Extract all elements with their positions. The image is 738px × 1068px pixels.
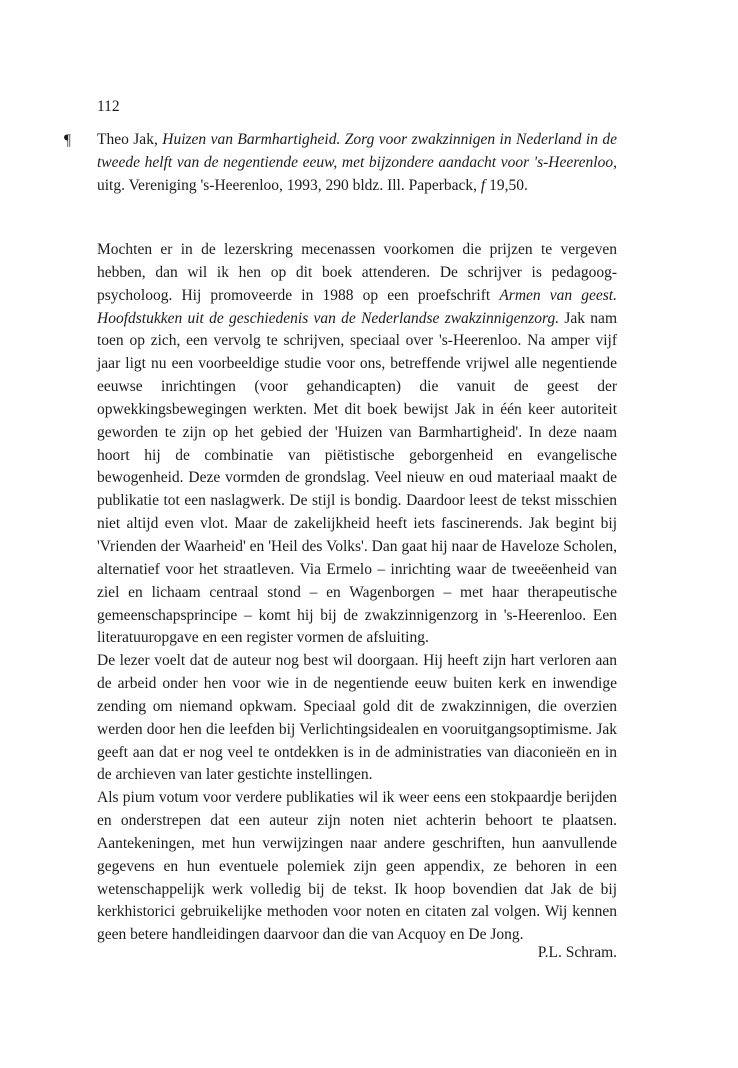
page-number: 112 xyxy=(97,98,120,115)
price-value: 19,50. xyxy=(489,177,528,194)
review-paragraph-1 xyxy=(97,239,617,650)
review-body xyxy=(97,239,617,947)
dissertation-title: Armen van geest. Hoofdstukken uit de geschiedenis van de Nederlandse zwakzinnigenzorg. xyxy=(97,286,617,327)
publication-details: , uitg. Vereniging 's-Heerenloo, 1993, 290 bldz. Ill. Paperback, xyxy=(97,154,617,194)
review-continuation: Jak nam toen op zich, een vervolg te schrijven, speciaal over 's-Heerenloo. Na amper vijf jaar ligt nu een voorbeeldige studie voor ons, betreffende vrijwel alle negentiende eeuwse inrichtingen (voor gehandicapten) die vanuit de geest der opwekkingsbewegingen werkten. Met dit boek bewijst Jak in één keer autoriteit geworden te zijn op het gebied der 'Huizen van Barmhartigheid'. In deze naam hoort hij de combinatie van piëtistische geborgenheid en evangelische bewogenheid. Deze vormden de grondslag. Veel nieuw en oud materiaal maakt de publikatie tot een naslagwerk. De stijl is bondig. Daardoor leest de tekst misschien niet altijd even vlot. Maar de zakelijkheid heeft iets fascinerends. Jak begint bij 'Vrienden der Waarheid' en 'Heil des Volks'. Dan gaat hij naar de Haveloze Scholen, alternatief voor het straatleven. Via Ermelo – inrichting waar de tweeëenheid van ziel en lichaam centraal stond – en Wagenborgen – met haar therapeutische gemeenschapsprincipe – komt hij bij de zwakzinnigenzorg in 's-Heerenloo. Een literatuuropgave en een register vormen de afsluiting. xyxy=(97,309,617,647)
pilcrow-mark: ¶ xyxy=(64,132,72,149)
book-author: Theo Jak, xyxy=(97,131,158,148)
price-symbol: f xyxy=(480,177,486,194)
reviewer-signature: P.L. Schram. xyxy=(537,944,617,961)
review-intro: Mochten er in de lezerskring mecenassen voorkomen die prijzen te vergeven hebben, dan wil ik hen op dit boek attenderen. De schrijver is pedagoog-psycholoog. Hij promoveerde in 1988 op een proefschrift xyxy=(97,241,617,304)
review-paragraph-3: Als pium votum voor verdere publikaties wil ik weer eens een stokpaardje berijden en onderstrepen dat een auteur zijn noten niet achterin behoort te plaatsen. Aantekeningen, met hun verwijzingen naar andere geschriften, hun aanvullende gegevens en hun eventuele polemiek zijn geen appendix, ze behoren in een wetenschappelijk werk volledig bij de tekst. Ik hoop bovendien dat Jak de bij kerkhistorici gebruikelijke methoden voor noten en citaten zal volgen. Wij kennen geen betere handleidingen daarvoor dan die van Acquoy en De Jong. xyxy=(97,789,617,944)
book-title: Huizen van Barmhartigheid. Zorg voor zwakzinnigen in Nederland in de tweede helft van de negentiende eeuw, met bijzondere aandacht voor 's-Heerenloo xyxy=(97,131,618,171)
bibliographic-entry xyxy=(97,128,617,197)
review-paragraph-2: De lezer voelt dat de auteur nog best wil doorgaan. Hij heeft zijn hart verloren aan de arbeid onder hen voor wie in de negentiende eeuw buiten kerk en inwendige zending om niemand opkwam. Speciaal gold dit de zwakzinnigen, die overzien werden door hen die leefden bij Verlichtingsidealen en vooruitgangsoptimisme. Jak geeft aan dat er nog veel te ontdekken is in de administraties van diaconieën en in de archieven van later gestichte instellingen. xyxy=(97,652,617,784)
